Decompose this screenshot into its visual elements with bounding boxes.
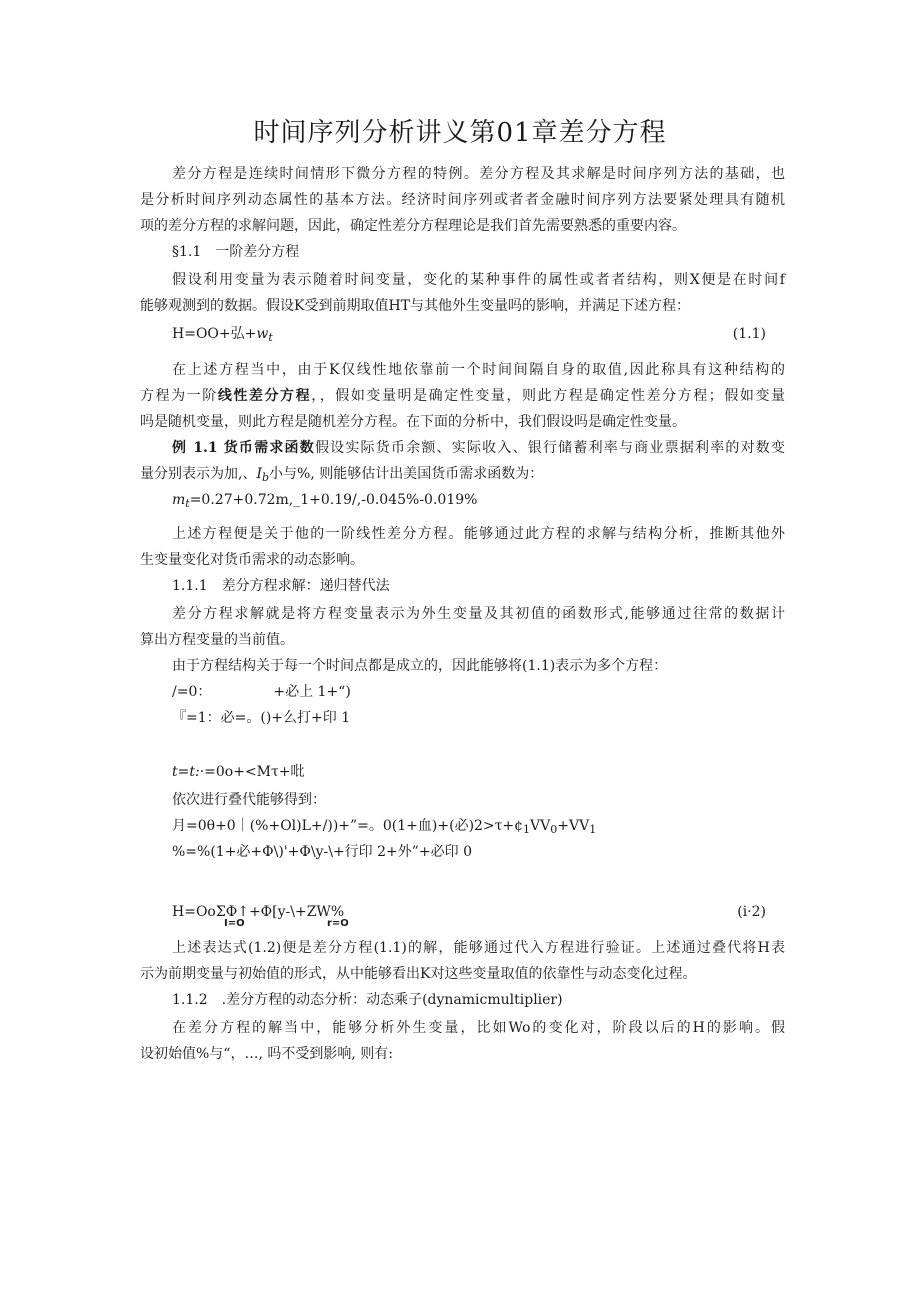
text-segment: ，，假如变量明是确定性变量，则此方程是确定性差分方程；假如变量: [311, 388, 786, 404]
recursion-equation-t0: [172, 682, 785, 702]
equation-1-1-w: w: [256, 326, 269, 342]
paragraph-verification-line-2: 示为前期变量与初始值的形式，从中能够看出K对这些变量取值的依靠性与动态变化过程。: [140, 966, 697, 982]
math-variable: m: [172, 492, 186, 508]
recursion-equation-t1: 『=1：必=。()+么打+印 1: [172, 710, 351, 726]
text-segment: 量分别表示为加,、: [140, 466, 257, 482]
text-segment: 月=0θ+0｜(%+Ol)L+/))+”=。0(1+血)+(必)2>τ+¢: [172, 818, 524, 834]
section-heading-1-1-2: 1.1.2 .差分方程的动态分析：动态乘子(dynamicmultiplier): [172, 992, 563, 1008]
paragraph-money-line-1: 上述方程便是关于他的一阶线性差分方程。能够通过此方程的求解与结构分析，推断其他外: [172, 526, 785, 542]
paragraph-recursion-intro: 由于方程结构关于每一个时间点都是成立的，因此能够将(1.1)表示为多个方程：: [172, 658, 668, 674]
text-segment: /=0：: [172, 684, 212, 700]
math-subscript: b: [261, 471, 270, 484]
example-1-1-line-1: [172, 438, 785, 458]
equation-money-demand: [172, 490, 785, 514]
math-subscript: 1: [523, 823, 531, 836]
math-subscript: 1: [589, 823, 597, 836]
math-subscript: t: [185, 497, 190, 510]
paragraph-money-line-2: 生变量变化对货币需求的动态影响。: [140, 552, 364, 568]
example-1-1-label: 例 1.1 货币需求函数: [172, 440, 315, 456]
equation-number-1-1: (1.1): [732, 326, 766, 342]
text-segment: ·=0o+<Mτ+吡: [199, 764, 305, 780]
equation-number-1-2: (i·2): [737, 904, 766, 920]
paragraph-linear-line-2: [140, 386, 785, 406]
text-segment: +VV: [557, 818, 590, 834]
bold-term-linear-difference-equation: 线性差分方程: [217, 388, 312, 404]
equation-1-2-sum-index-2: r=O: [327, 918, 349, 929]
document-title: 时间序列分析讲义第01章差分方程: [253, 118, 667, 148]
paragraph-iteration-intro: 依次进行叠代能够得到：: [172, 792, 326, 808]
text-segment: +必上 1+“): [273, 684, 351, 700]
equation-1-1-body: H=OO+弘+: [172, 326, 257, 342]
equation-1-2: H=OoΣΦ↑+Φ[y-\+ZW%: [172, 904, 345, 920]
text-segment: 方程为一阶: [140, 388, 218, 404]
paragraph-intro-line-2: 是分析时间序列动态属性的基本方法。经济时间序列或者者金融时间序列方法要紧处理具有随机: [140, 192, 785, 208]
paragraph-dynamic-line-1: 在差分方程的解当中，能够分析外生变量，比如Wo的变化对，阶段以后的H的影响。假: [172, 1020, 785, 1036]
text-segment: 小与%, 则能够估计出美国货币需求函数为：: [269, 466, 544, 482]
equation-1-1: [172, 324, 785, 348]
equation-1-1-subscript: t: [268, 331, 273, 344]
equation-1-2-sum-index-1: I=O: [224, 918, 245, 929]
math-variable: I: [256, 466, 262, 482]
text-segment: 假设实际货币余额、实际收入、银行储蓄利率与商业票据利率的对数变: [314, 440, 786, 456]
paragraph-linear-line-1: 在上述方程当中，由于K仅线性地依靠前一个时间间隔自身的取值,因此称具有这种结构的: [172, 362, 785, 378]
iteration-equation-1: [172, 816, 785, 840]
math-subscript: 0: [550, 823, 558, 836]
paragraph-definition-line-1: 假设利用变量为表示随着时间变量，变化的某种事件的属性或者者结构，则X便是在时间f: [172, 272, 785, 288]
section-heading-1-1-1: 1.1.1 差分方程求解：递归替代法: [172, 578, 390, 594]
recursion-equation-tt: [172, 762, 785, 782]
equation-money-demand-body: =0.27+0.72m,_1+0.19/,-0.045%-0.019%: [189, 492, 478, 508]
text-segment: VV: [530, 818, 551, 834]
math-variable: t=t:: [172, 764, 200, 780]
paragraph-linear-line-3: 吗是随机变量，则此方程是随机差分方程。在下面的分析中，我们假设吗是确定性变量。: [140, 414, 686, 430]
paragraph-definition-line-2: 能够观测到的数据。假设K受到前期取值HT与其他外生变量吗的影响，并满足下述方程：: [140, 298, 691, 314]
paragraph-solution-line-1: 差分方程求解就是将方程变量表示为外生变量及其初值的函数形式,能够通过往常的数据计: [172, 606, 785, 622]
example-1-1-line-2: [140, 464, 785, 488]
section-heading-1-1: §1.1 一阶差分方程: [172, 244, 300, 260]
paragraph-dynamic-line-2: 设初始值%与“，…, 吗不受到影响, 则有:: [140, 1046, 393, 1062]
paragraph-solution-line-2: 算出方程变量的当前值。: [140, 632, 294, 648]
iteration-equation-2: %=%(1+必+Φ\)'+Φ\y-\+行印 2+外”+必印 0: [172, 844, 473, 860]
paragraph-intro-line-3: 项的差分方程的求解问题，因此，确定性差分方程理论是我们首先需要熟悉的重要内容。: [140, 218, 686, 234]
paragraph-verification-line-1: 上述表达式(1.2)便是差分方程(1.1)的解，能够通过代入方程进行验证。上述通过叠代将H表: [172, 940, 785, 956]
paragraph-intro-line-1: 差分方程是连续时间情形下微分方程的特例。差分方程及其求解是时间序列方法的基础，也: [172, 166, 785, 182]
